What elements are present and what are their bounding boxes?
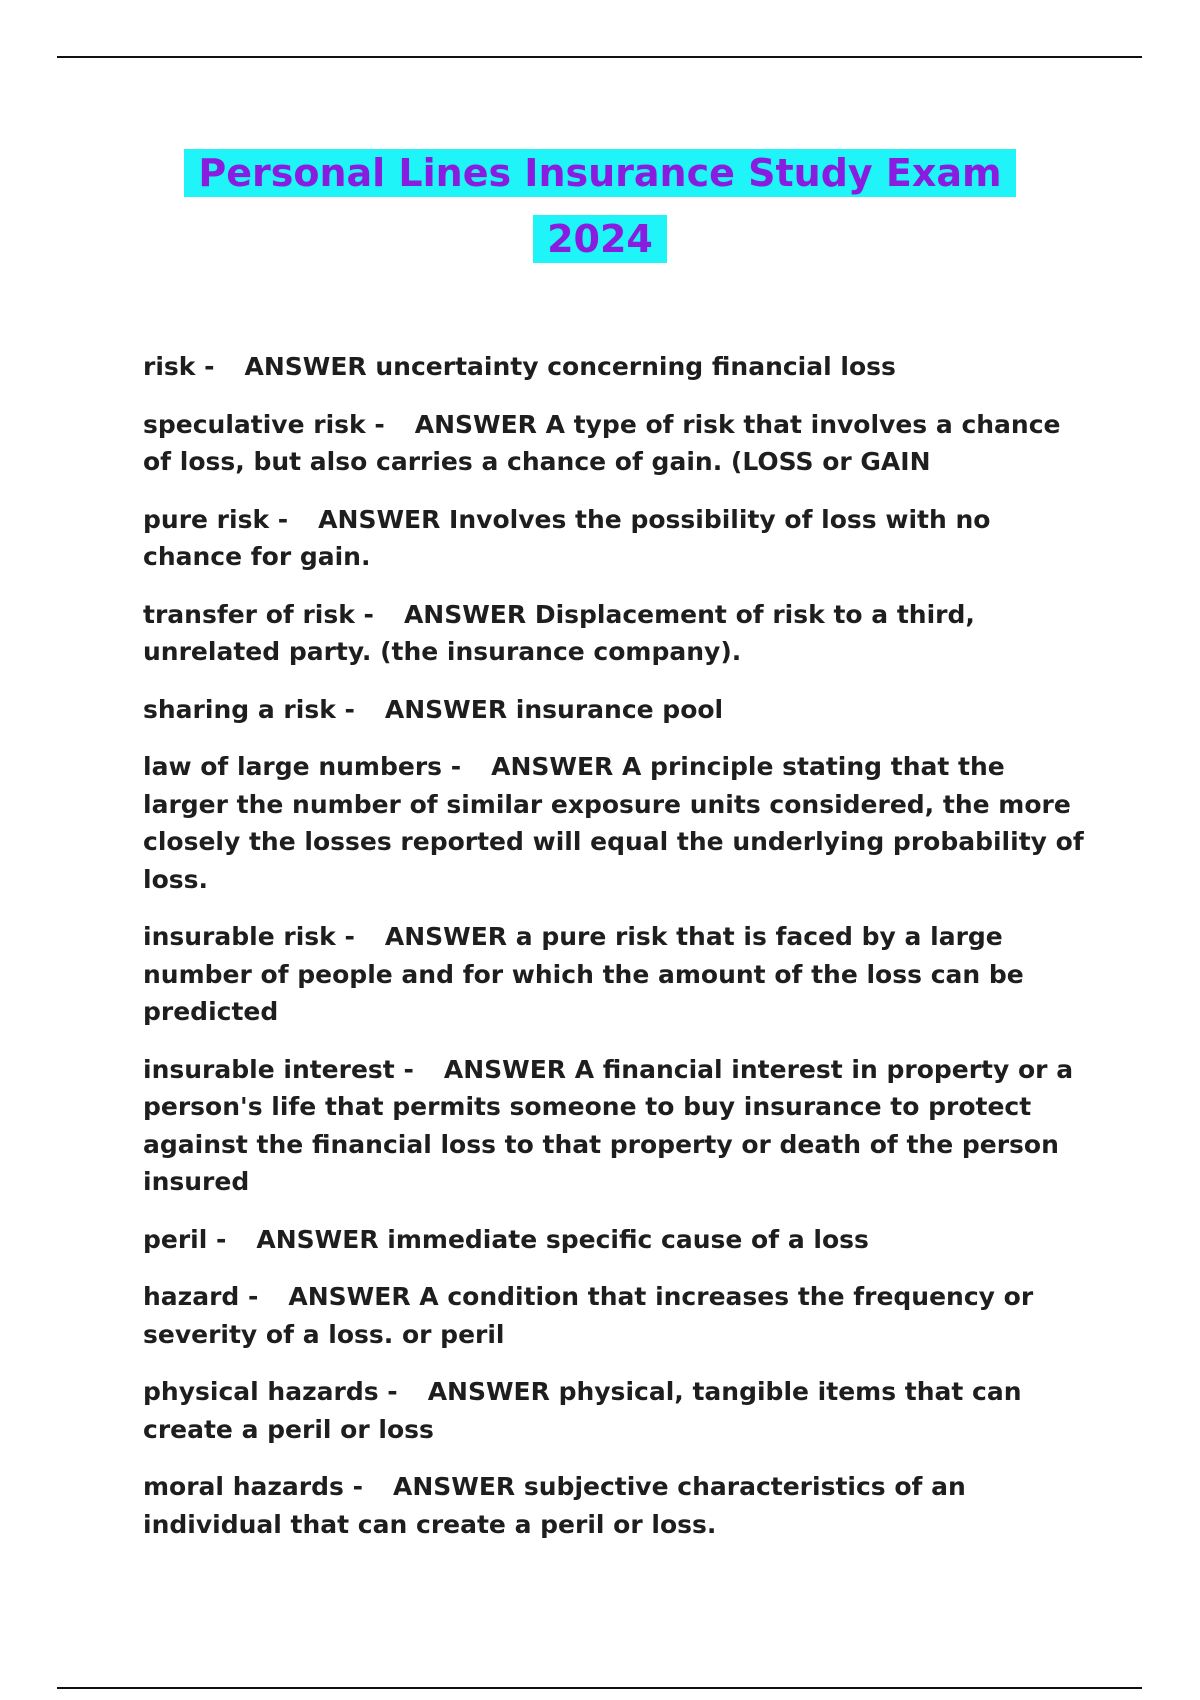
qa-answer: ANSWER A type of risk that involves a chance of loss, but also carries a chance of gain. (LOSS or GAIN [143, 409, 1061, 476]
qa-answer: ANSWER a pure risk that is faced by a large number of people and for which the amount of the loss can be predicted [143, 922, 1024, 1026]
qa-answer: ANSWER A condition that increases the frequency or severity of a loss. or peril [143, 1282, 1034, 1349]
qa-term: peril - [143, 1224, 227, 1254]
qa-answer: ANSWER subjective characteristics of an individual that can create a peril or loss. [143, 1472, 966, 1539]
qa-term: insurable risk - [143, 922, 355, 951]
qa-entry [143, 406, 1093, 481]
qa-entry [143, 1051, 1093, 1201]
qa-answer: ANSWER insurance pool [384, 694, 724, 724]
qa-entry [143, 596, 1093, 671]
qa-entry [143, 1373, 1093, 1448]
qa-term: insurable interest - [143, 1054, 414, 1084]
qa-list [143, 348, 1093, 1563]
qa-entry [143, 691, 1093, 729]
qa-entry [143, 1278, 1093, 1353]
qa-entry [143, 501, 1093, 576]
qa-term: speculative risk - [143, 409, 385, 439]
qa-answer: ANSWER A financial interest in property or a person's life that permits someone to buy insurance to protect against the financial loss to that property or death of the person insured [143, 1054, 1074, 1196]
qa-term: sharing a risk - [143, 694, 355, 724]
qa-answer: ANSWER Displacement of risk to a third, unrelated party. (the insurance company). [143, 599, 975, 666]
title-line-2: 2024 [533, 215, 667, 263]
qa-entry [143, 748, 1093, 898]
page-title [0, 140, 1200, 272]
qa-term: pure risk - [143, 504, 289, 534]
top-rule [57, 56, 1142, 58]
qa-term: physical hazards - [143, 1377, 398, 1406]
qa-entry [143, 1221, 1093, 1259]
qa-answer: ANSWER Involves the possibility of loss with no chance for gain. [143, 504, 991, 571]
qa-answer: ANSWER physical, tangible items that can create a peril or loss [143, 1377, 1022, 1444]
qa-entry [143, 348, 1093, 386]
qa-entry [143, 1468, 1093, 1543]
qa-answer: ANSWER A principle stating that the larger the number of similar exposure units considered, the more closely the losses reported will equal the underlying probability of loss. [143, 752, 1084, 894]
qa-term: hazard - [143, 1282, 259, 1311]
qa-answer: ANSWER uncertainty concerning financial loss [244, 352, 896, 381]
qa-answer: ANSWER immediate specific cause of a loss [256, 1224, 869, 1254]
qa-term: risk - [143, 352, 215, 381]
qa-entry [143, 918, 1093, 1031]
title-line-1: Personal Lines Insurance Study Exam [184, 149, 1015, 197]
qa-term: law of large numbers - [143, 752, 462, 781]
bottom-rule [57, 1687, 1142, 1689]
qa-term: moral hazards - [143, 1472, 363, 1501]
qa-term: transfer of risk - [143, 599, 374, 629]
